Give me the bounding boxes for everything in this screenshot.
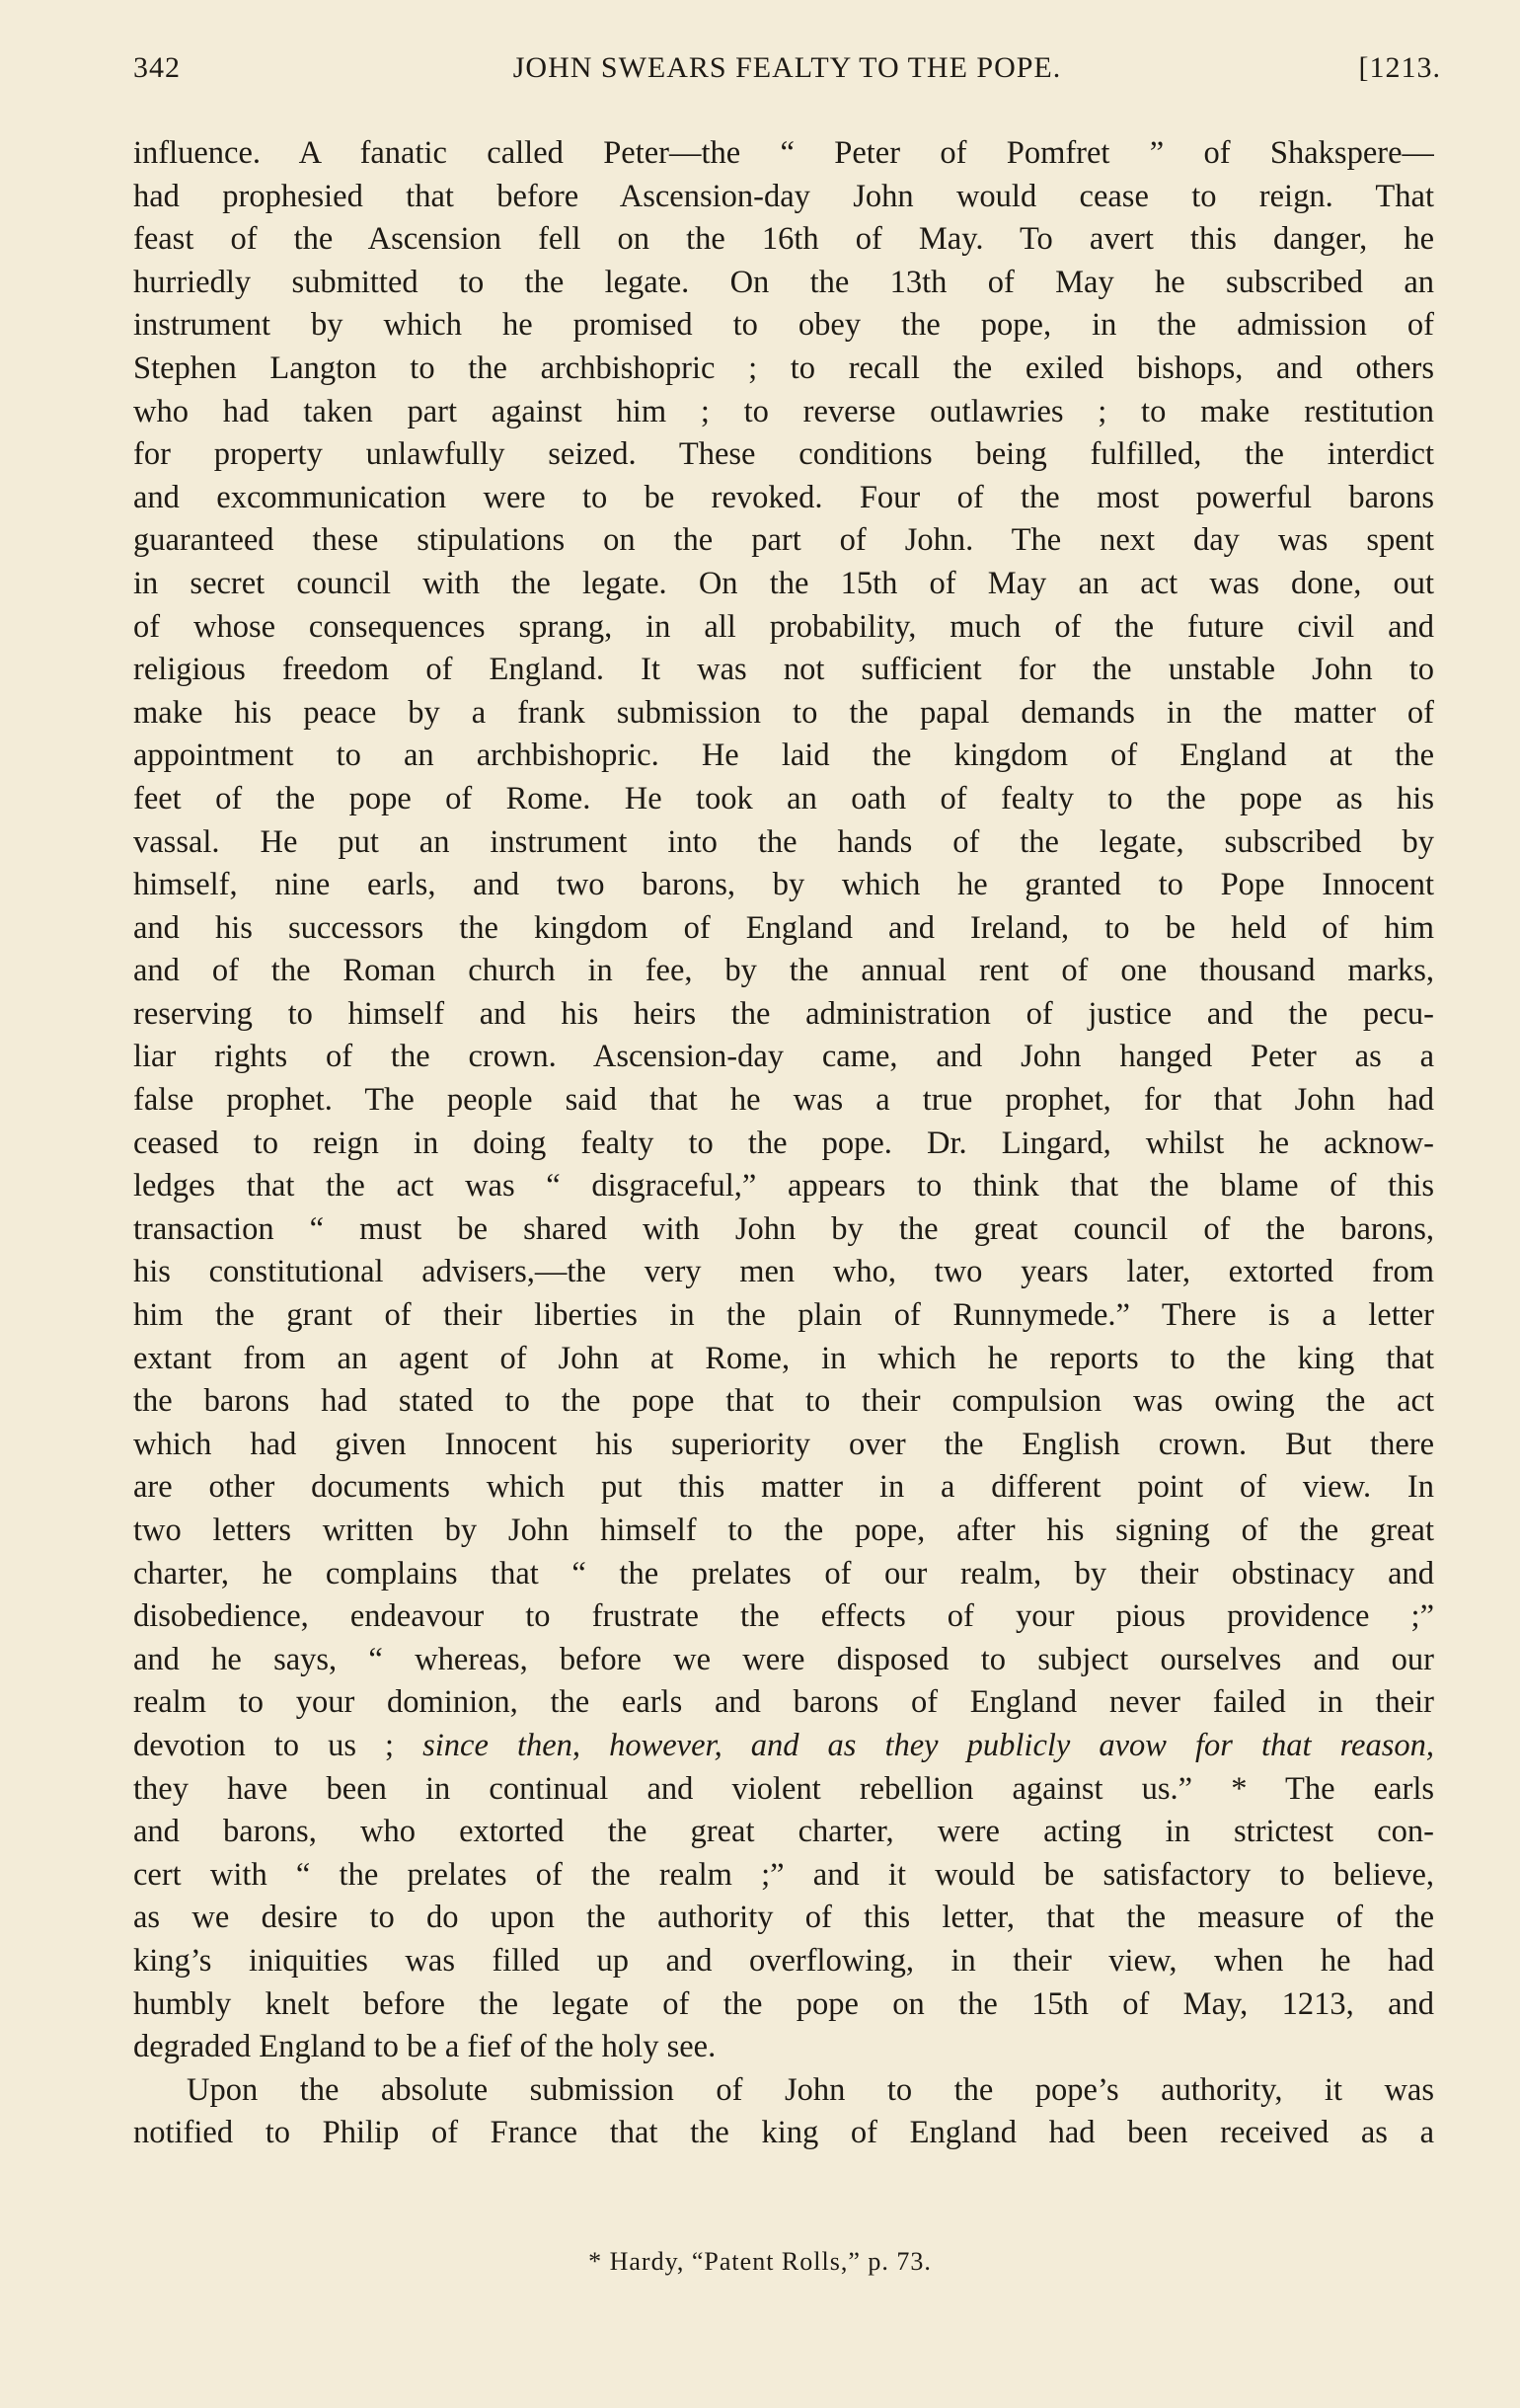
text-line: for property unlawfully seized. These conditions being fulfilled, the interdict [133, 436, 1434, 473]
text-line: notified to Philip of France that the king of England had been received as a [133, 2115, 1434, 2151]
text-line: cert with “ the prelates of the realm ;” and it would be satisfactory to believe, [133, 1856, 1434, 1893]
text-line: king’s iniquities was filled up and overflowing, in their view, when he had [133, 1942, 1434, 1979]
text-line: guaranteed these stipulations on the part of John. The next day was spent [133, 522, 1434, 559]
body-text [133, 132, 1434, 2155]
running-head [133, 51, 1441, 101]
text-line: charter, he complains that “ the prelates of our realm, by their obstinacy and [133, 1555, 1434, 1592]
text-line: transaction “ must be shared with John by the great council of the barons, [133, 1210, 1434, 1247]
text-line: of whose consequences sprang, in all probability, much of the future civil and [133, 608, 1434, 645]
text-line: are other documents which put this matter in a different point of view. In [133, 1469, 1434, 1506]
text-line: in secret council with the legate. On the 15th of May an act was done, out [133, 565, 1434, 601]
text-line: appointment to an archbishopric. He laid the kingdom of England at the [133, 738, 1434, 774]
text-line: religious freedom of England. It was not sufficient for the unstable John to [133, 652, 1434, 688]
text-run: devotion to us ; [133, 1727, 423, 1763]
page-number: 342 [133, 51, 181, 84]
text-line: hurriedly submitted to the legate. On the 13th of May he subscribed an [133, 264, 1434, 300]
text-line: liar rights of the crown. Ascension-day came, and John hanged Peter as a [133, 1039, 1434, 1075]
text-line: and of the Roman church in fee, by the annual rent of one thousand marks, [133, 953, 1434, 989]
text-line: and he says, “ whereas, before we were disposed to subject ourselves and our [133, 1641, 1434, 1677]
text-line: instrument by which he promised to obey the pope, in the admission of [133, 307, 1434, 344]
running-title: JOHN SWEARS FEALTY TO THE POPE. [512, 51, 1062, 84]
text-line: false prophet. The people said that he was a true prophet, for that John had [133, 1082, 1434, 1119]
text-line: Stephen Langton to the archbishopric ; to recall the exiled bishops, and others [133, 350, 1434, 386]
text-line [133, 1725, 1434, 1768]
text-line: realm to your dominion, the earls and barons of England never failed in their [133, 1684, 1434, 1721]
text-line: vassal. He put an instrument into the hands of the legate, subscribed by [133, 823, 1434, 860]
running-year: [1213. [1358, 51, 1441, 84]
text-line: and excommunication were to be revoked. Four of the most powerful barons [133, 479, 1434, 515]
italic-run: since then, however, and as they publicly avow for that reason, [422, 1727, 1434, 1763]
text-line: feast of the Ascension fell on the 16th of May. To avert this danger, he [133, 221, 1434, 258]
text-line: had prophesied that before Ascension-day John would cease to reign. That [133, 178, 1434, 214]
text-line: Upon the absolute submission of John to the pope’s authority, it was [187, 2071, 1434, 2108]
text-line: disobedience, endeavour to frustrate the effects of your pious providence ;” [133, 1598, 1434, 1635]
text-line: ceased to reign in doing fealty to the pope. Dr. Lingard, whilst he acknow- [133, 1125, 1434, 1161]
text-line: and his successors the kingdom of England and Ireland, to be held of him [133, 909, 1434, 946]
text-line: two letters written by John himself to the pope, after his signing of the great [133, 1513, 1434, 1548]
text-line: make his peace by a frank submission to the papal demands in the matter of [133, 694, 1434, 731]
text-line: his constitutional advisers,—the very men who, two years later, extorted from [133, 1254, 1434, 1290]
text-line: as we desire to do upon the authority of this letter, that the measure of the [133, 1900, 1434, 1936]
text-line: degraded England to be a fief of the holy see. [133, 2029, 717, 2065]
text-line: and barons, who extorted the great charter, were acting in strictest con- [133, 1814, 1434, 1850]
text-line: which had given Innocent his superiority over the English crown. But there [133, 1426, 1434, 1462]
text-line: extant from an agent of John at Rome, in which he reports to the king that [133, 1340, 1434, 1376]
footnote: * Hardy, “Patent Rolls,” p. 73. [588, 2247, 932, 2276]
text-line: ledges that the act was “ disgraceful,” appears to think that the blame of this [133, 1168, 1434, 1204]
text-line: reserving to himself and his heirs the administration of justice and the pecu- [133, 995, 1434, 1032]
text-line: the barons had stated to the pope that to their compulsion was owing the act [133, 1383, 1434, 1420]
text-line: him the grant of their liberties in the plain of Runnymede.” There is a letter [133, 1297, 1434, 1334]
text-line: himself, nine earls, and two barons, by which he granted to Pope Innocent [133, 867, 1434, 903]
text-line: they have been in continual and violent rebellion against us.” * The earls [133, 1770, 1434, 1807]
text-line: humbly knelt before the legate of the pope on the 15th of May, 1213, and [133, 1985, 1434, 2022]
text-line: influence. A fanatic called Peter—the “ Peter of Pomfret ” of Shakspere— [133, 135, 1434, 171]
text-line: feet of the pope of Rome. He took an oath of fealty to the pope as his [133, 780, 1434, 816]
text-line: who had taken part against him ; to reverse outlawries ; to make restitution [133, 393, 1434, 429]
